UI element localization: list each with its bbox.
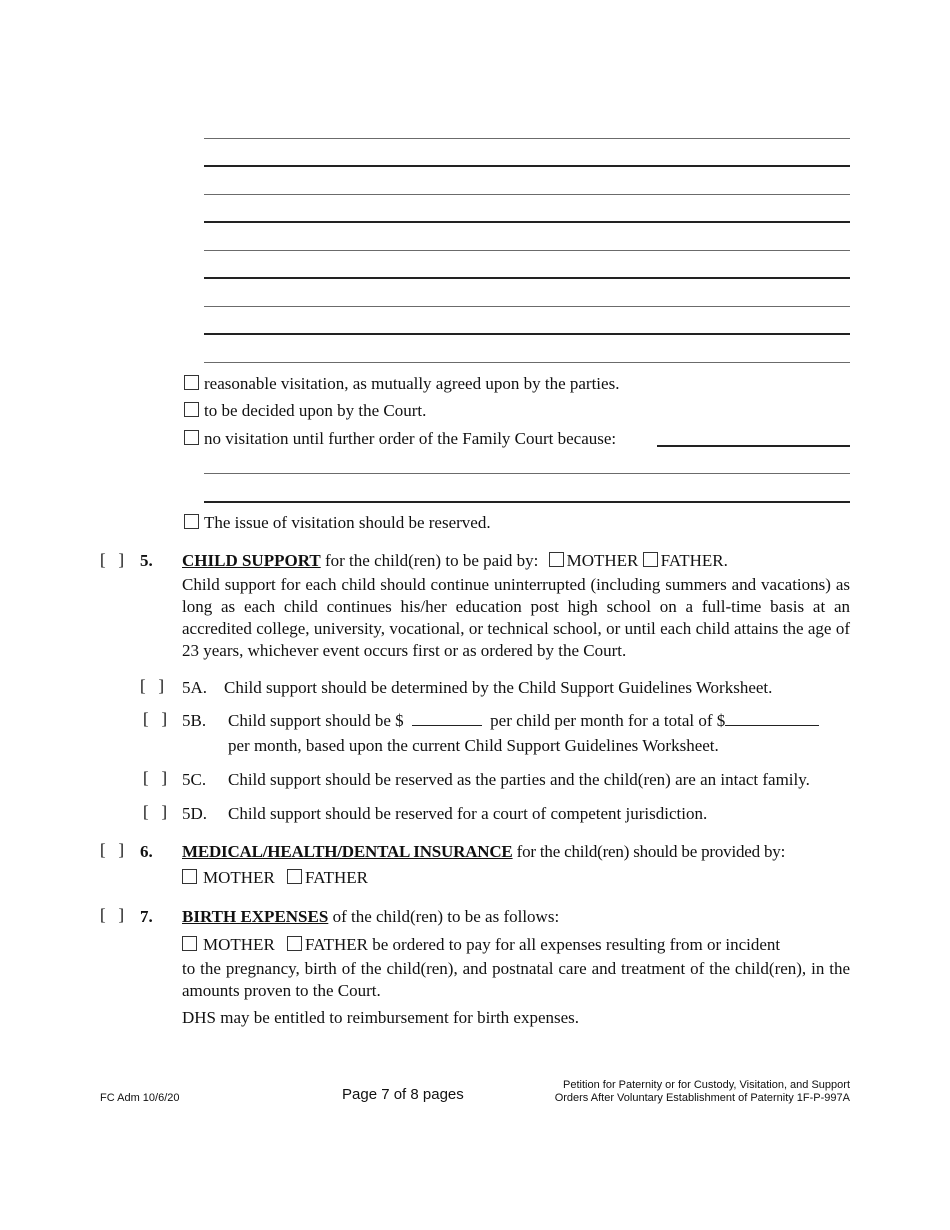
item7-heading: BIRTH EXPENSES (182, 907, 329, 926)
item7-mother-label: MOTHER (203, 935, 275, 954)
item6-heading: MEDICAL/HEALTH/DENTAL INSURANCE (182, 842, 513, 861)
footer-form-title (555, 1079, 850, 1105)
no-visitation-label: no visitation until further order of the Family Court because: (204, 429, 617, 448)
writein-line[interactable] (204, 362, 850, 363)
item5-bracket-checkbox[interactable]: [ ] (100, 550, 125, 569)
footer-form-date: FC Adm 10/6/20 (100, 1092, 180, 1104)
item7-mother-checkbox[interactable] (182, 936, 197, 951)
writein-line[interactable] (204, 306, 850, 307)
writein-line[interactable] (204, 165, 850, 167)
item6-father-checkbox[interactable] (287, 869, 302, 884)
footer-page-number: Page 7 of 8 pages (342, 1086, 464, 1103)
writein-line[interactable] (204, 277, 850, 279)
item7-bracket-checkbox[interactable]: [ ] (100, 905, 125, 924)
writein-line[interactable] (204, 138, 850, 139)
item5a-text: Child support should be determined by the Child Support Guidelines Worksheet. (224, 678, 773, 697)
item5-heading-line (182, 551, 728, 571)
court-decides-label: to be decided upon by the Court. (204, 401, 427, 420)
footer-form-title-line2: Orders After Voluntary Establishment of Paternity 1F-P-997A (554, 1092, 850, 1104)
item6-options (182, 868, 368, 888)
no-visitation-reason-line[interactable] (657, 445, 850, 447)
item6-mother-label: MOTHER (203, 868, 275, 887)
item5c-label: 5C. (182, 770, 207, 789)
item5-paragraph: Child support for each child should continue uninterrupted (including summers and vacations) as long as each child continues his/her education post high school on a full-time basis at an accredited college, university, vocational, or technical school, or until each child attains the age of 23 years, whichever event occurs first or as ordered by the Court. (182, 575, 850, 660)
item5b-bracket-checkbox[interactable]: [ ] (143, 709, 168, 728)
item5-heading: CHILD SUPPORT (182, 551, 321, 570)
writein-line[interactable] (204, 333, 850, 335)
item5b-label: 5B. (182, 711, 207, 730)
item7-options (182, 935, 780, 955)
visitation-reserved-label: The issue of visitation should be reserved. (204, 513, 491, 532)
item7-father-text: FATHER be ordered to pay for all expenses resulting from or incident (305, 935, 781, 954)
reasonable-visitation-checkbox[interactable] (184, 375, 199, 390)
item6-lead-text: for the child(ren) should be provided by: (516, 842, 786, 861)
item6-father-label: FATHER (305, 868, 369, 887)
item6-heading-line (182, 842, 785, 862)
item7-lead-text: of the child(ren) to be as follows: (332, 907, 560, 926)
total-amount-field[interactable] (725, 724, 819, 726)
item5b-line1 (228, 711, 819, 731)
writein-line[interactable] (204, 250, 850, 251)
no-visitation-checkbox[interactable] (184, 430, 199, 445)
footer-form-title-line1: Petition for Paternity or for Custody, Visitation, and Support (563, 1079, 850, 1091)
item7-number: 7. (140, 907, 153, 926)
writein-line[interactable] (204, 501, 850, 503)
reasonable-visitation-label: reasonable visitation, as mutually agreed upon by the parties. (204, 374, 620, 393)
writein-line[interactable] (204, 221, 850, 223)
court-decides-checkbox[interactable] (184, 402, 199, 417)
item5-mother-label: MOTHER (566, 551, 639, 570)
item5-father-label: FATHER. (660, 551, 728, 570)
writein-line[interactable] (204, 194, 850, 195)
item5b-text-a: Child support should be $ (228, 711, 404, 730)
item5-number: 5. (140, 551, 153, 570)
item5-lead-text: for the child(ren) to be paid by: (324, 551, 539, 570)
item5b-line2: per month, based upon the current Child Support Guidelines Worksheet. (228, 736, 719, 755)
item7-father-checkbox[interactable] (287, 936, 302, 951)
item6-bracket-checkbox[interactable]: [ ] (100, 840, 125, 859)
item5-mother-checkbox[interactable] (549, 552, 564, 567)
item5d-label: 5D. (182, 804, 208, 823)
item6-mother-checkbox[interactable] (182, 869, 197, 884)
per-child-amount-field[interactable] (412, 724, 482, 726)
visitation-reserved-checkbox[interactable] (184, 514, 199, 529)
item5a-bracket-checkbox[interactable]: [ ] (140, 676, 165, 695)
item5d-text: Child support should be reserved for a court of competent jurisdiction. (228, 804, 708, 823)
item5d-bracket-checkbox[interactable]: [ ] (143, 802, 168, 821)
writein-line[interactable] (204, 473, 850, 474)
item5b-text-b: per child per month for a total of $ (490, 711, 726, 730)
item5a-label: 5A. (182, 678, 208, 697)
item5-father-checkbox[interactable] (643, 552, 658, 567)
item7-paragraph: to the pregnancy, birth of the child(ren), and postnatal care and treatment of the child(ren), in the amounts proven to the Court. (182, 959, 850, 1000)
item5c-text: Child support should be reserved as the parties and the child(ren) are an intact family. (228, 770, 810, 789)
item5c-bracket-checkbox[interactable]: [ ] (143, 768, 168, 787)
item7-heading-line (182, 907, 559, 927)
dhs-note: DHS may be entitled to reimbursement for birth expenses. (182, 1008, 580, 1027)
item6-number: 6. (140, 842, 153, 861)
